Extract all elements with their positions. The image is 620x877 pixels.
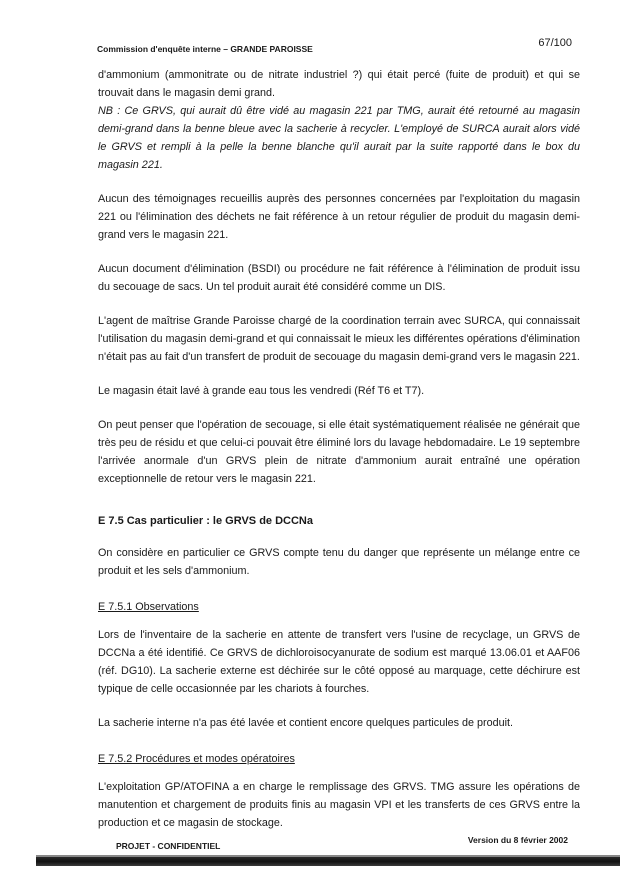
paragraph: L'agent de maîtrise Grande Paroisse chargé de la coordination terrain avec SURCA, qui connaissait l'utilisation du magasin demi-grand et qui connaissait le mieux les différentes opérations d'élimination n'était pas au fait d'un transfert de produit de secouage du magasin demi-grand vers le magasin 221. bbox=[98, 315, 580, 363]
paragraph: Aucun document d'élimination (BSDI) ou procédure ne fait référence à l'élimination de produit issu du secouage de sacs. Un tel produit aurait été considéré comme un DIS. bbox=[98, 263, 580, 293]
scan-bar bbox=[36, 857, 620, 866]
paragraph: On considère en particulier ce GRVS compte tenu du danger que représente un mélange entre ce produit et les sels d'ammonium. bbox=[98, 547, 580, 577]
paragraph: Le magasin était lavé à grande eau tous les vendredi (Réf T6 et T7). bbox=[98, 385, 425, 397]
paragraph: Aucun des témoignages recueillis auprès des personnes concernées par l'exploitation du magasin 221 ou l'élimination des déchets ne fait référence à un retour régulier de produit du magasin demi-grand vers le magasin 221. bbox=[98, 193, 580, 241]
footer-version: Version du 8 février 2002 bbox=[467, 835, 568, 845]
page-number: 67/100 bbox=[538, 37, 572, 49]
document-body bbox=[98, 66, 580, 848]
paragraph: Lors de l'inventaire de la sacherie en attente de transfert vers l'usine de recyclage, un GRVS de DCCNa a été identifié. Ce GRVS de dichloroisocyanurate de sodium est marqué 13.06.01 et AAF06 (réf. DG10). La sacherie externe est déchirée sur le côté opposé au marquage, cette déchirure est typique de celle occasionnée par les chariots à fourches. bbox=[98, 629, 580, 695]
subsection-heading: E 7.5.2 Procédures et modes opératoires bbox=[98, 753, 295, 765]
section-heading: E 7.5 Cas particulier : le GRVS de DCCNa bbox=[98, 515, 313, 527]
paragraph: L'exploitation GP/ATOFINA a en charge le remplissage des GRVS. TMG assure les opérations de manutention et chargement de produits finis au magasin VPI et les transferts de ces GRVS entre la production et ce magasin de stockage. bbox=[98, 781, 580, 829]
header-title: Commission d'enquête interne – GRANDE PAROISSE bbox=[97, 44, 313, 54]
subsection-heading: E 7.5.1 Observations bbox=[98, 601, 199, 613]
paragraph: On peut penser que l'opération de secouage, si elle était systématiquement réalisée ne générait que très peu de résidu et que celui-ci pouvait être éliminé lors du lavage hebdomadaire. Le 19 septembre l'arrivée anormale d'un GRVS plein de nitrate d'ammonium aurait entraîné une opération exceptionnelle de retour vers le magasin 221. bbox=[98, 419, 580, 485]
note-paragraph: NB : Ce GRVS, qui aurait dû être vidé au magasin 221 par TMG, aurait été retourné au magasin demi-grand dans la benne bleue avec la sacherie à recycler. L'employé de SURCA aurait alors vidé le GRVS et rempli à la pelle la benne blanche qu'il aurait par la suite rapporté dans le box du magasin 221. bbox=[98, 105, 580, 171]
paragraph: La sacherie interne n'a pas été lavée et contient encore quelques particules de produit. bbox=[98, 717, 514, 729]
paragraph: d'ammonium (ammonitrate ou de nitrate industriel ?) qui était percé (fuite de produit) et qui se trouvait dans le magasin demi grand. bbox=[98, 69, 580, 99]
footer-confidential: PROJET - CONFIDENTIEL bbox=[116, 841, 221, 851]
